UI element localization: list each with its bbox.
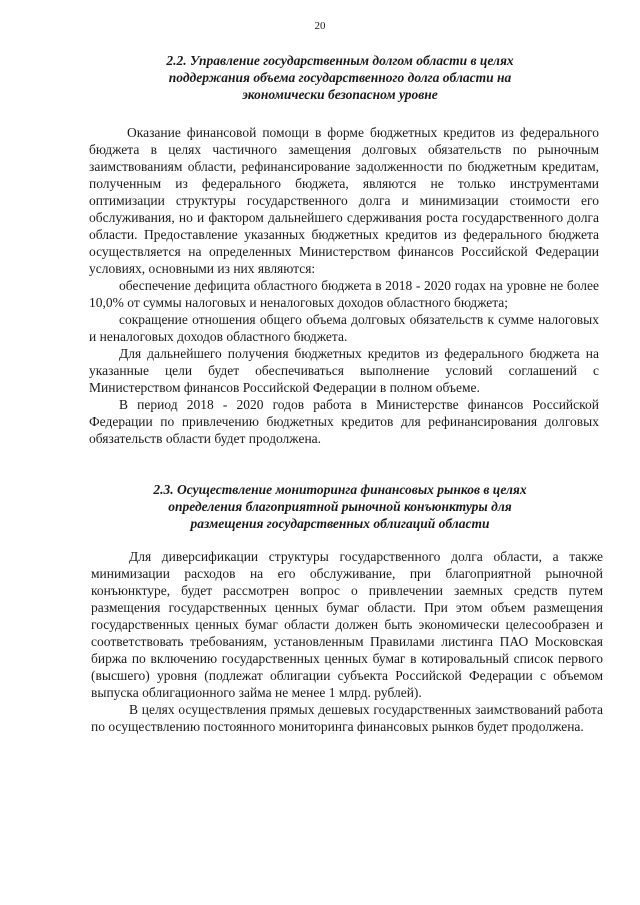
heading-line: размещения государственных облигаций области [190,516,490,531]
section-2-3-heading [130,481,550,532]
page-number: 20 [314,20,326,32]
heading-line: определения благоприятной рыночной конъюнктуры для [168,499,512,514]
paragraph: В период 2018 - 2020 годов работа в Министерстве финансов Российской Федерации по привлечению бюджетных кредитов для рефинансирования долговых обязательств области будет продолжена. [89,397,599,446]
section-2-2-body [89,124,599,447]
heading-line: экономически безопасном уровне [242,87,438,102]
heading-line: 2.3. Осуществление мониторинга финансовых рынков в целях [153,482,527,497]
heading-line: поддержания объема государственного долга области на [168,70,512,85]
list-item: обеспечение дефицита областного бюджета в 2018 - 2020 годах на уровне не более 10,0% от суммы налоговых и неналоговых доходов областного бюджета; [89,278,599,310]
paragraph: Для диверсификации структуры государственного долга области, а также минимизации расходов на его обслуживание, при благоприятной рыночной конъюнктуре, будет рассмотрен вопрос о привлечении заемных средств путем размещения государственных ценных бумаг области. При этом объем размещения государственных ценных бумаг области должен быть экономически целесообразен и соответствовать требованиям, установленным Правилами листинга ПАО Московская биржа по включению государственных ценных бумаг в котировальный список первого (высшего) уровня (подлежат облигации субъекта Российской Федерации с объемом выпуска облигационного займа не менее 1 млрд. рублей). [91,549,603,700]
paragraph: Оказание финансовой помощи в форме бюджетных кредитов из федерального бюджета в целях частичного замещения долговых обязательств по рыночным заимствованиям области, рефинансирование задолженности по бюджетным кредитам, полученным из федерального бюджета, являются не только инструментами оптимизации структуры государственного долга и минимизации стоимости его обслуживания, но и фактором дальнейшего сдерживания роста государственного долга области. Предоставление указанных бюджетных кредитов из федерального бюджета осуществляется на определенных Министерством финансов Российской Федерации условиях, основными из них являются: [89,125,599,276]
paragraph: В целях осуществления прямых дешевых государственных заимствований работа по осуществлению постоянного мониторинга финансовых рынков будет продолжена. [91,702,603,734]
section-2-3-body [91,548,603,735]
section-2-2-heading [130,52,550,103]
list-item: сокращение отношения общего объема долговых обязательств к сумме налоговых и неналоговых доходов областного бюджета. [89,312,599,344]
paragraph: Для дальнейшего получения бюджетных кредитов из федерального бюджета на указанные цели будет обеспечиваться выполнение условий соглашений с Министерством финансов Российской Федерации в полном объеме. [89,346,599,395]
heading-line: 2.2. Управление государственным долгом области в целях [166,53,514,68]
